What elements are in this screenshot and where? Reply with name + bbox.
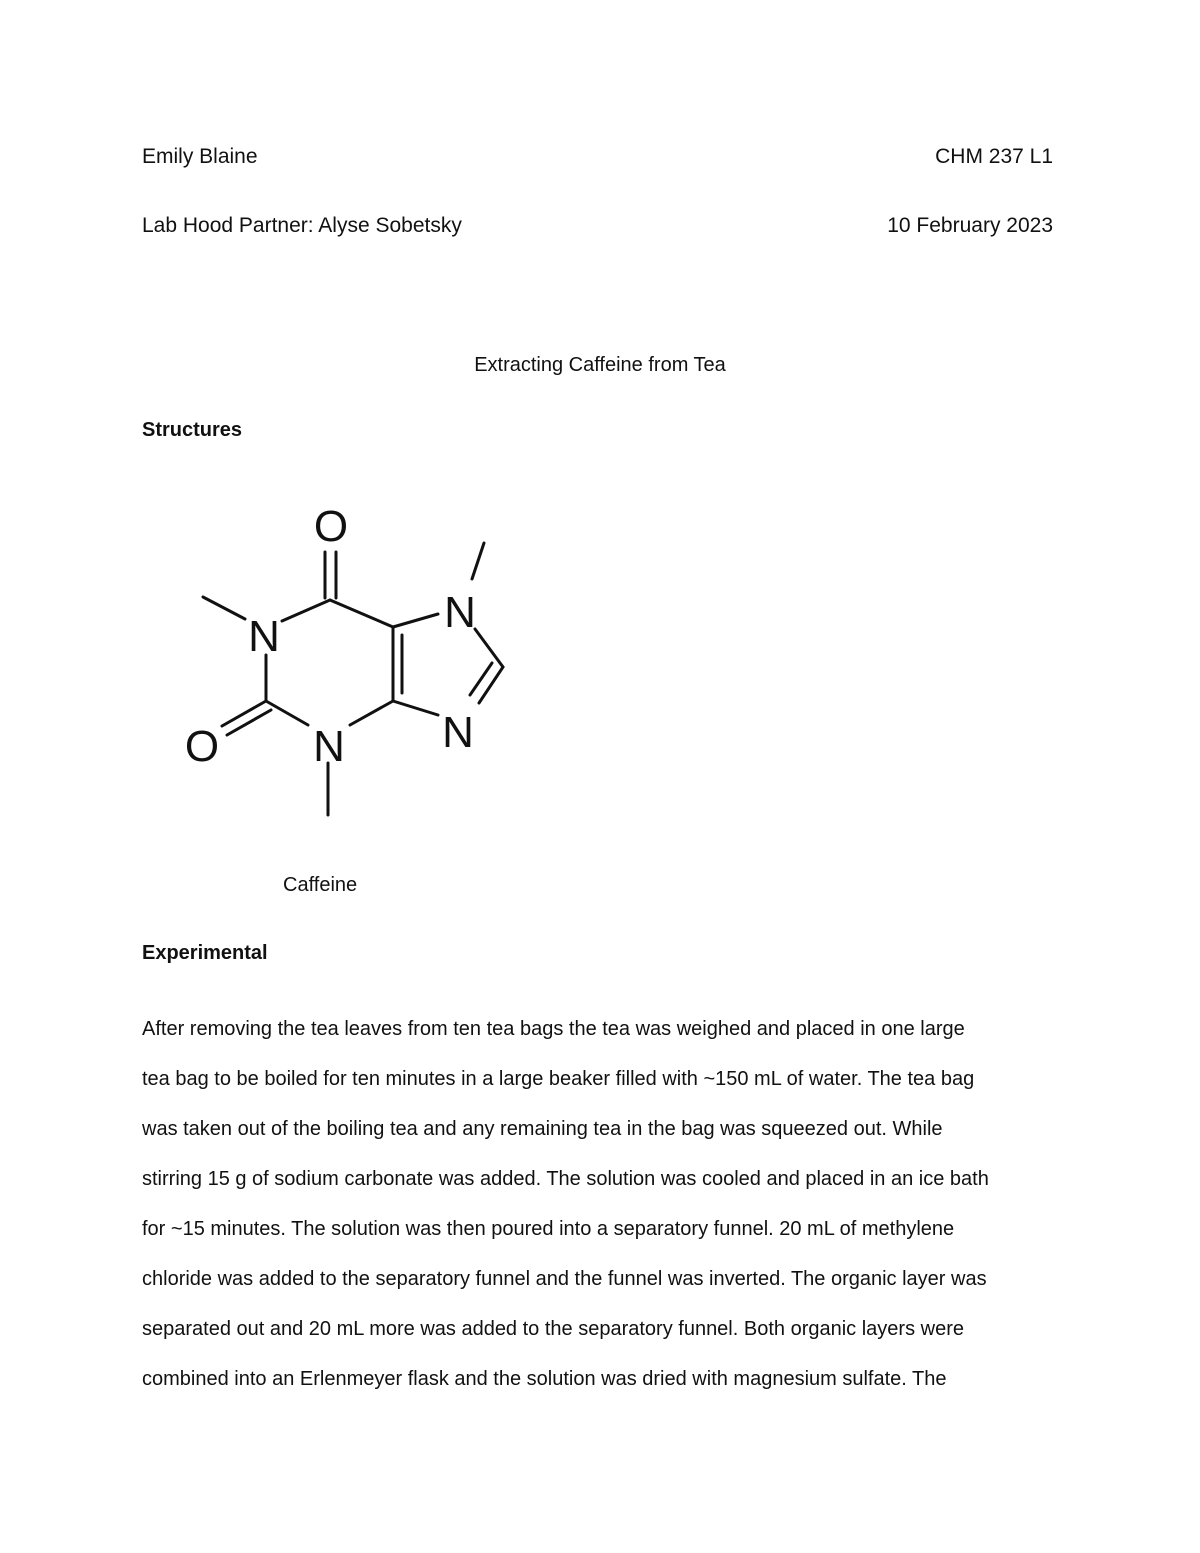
atom-o-top: O bbox=[313, 502, 349, 551]
bond-n7-c8 bbox=[475, 629, 503, 667]
structures-heading: Structures bbox=[142, 419, 243, 441]
experimental-paragraph bbox=[142, 1004, 1057, 1404]
paragraph-line: chloride was added to the separatory funnel and the funnel was inverted. The organic layer was bbox=[142, 1268, 987, 1290]
student-name: Emily Blaine bbox=[142, 145, 258, 168]
lab-partner: Lab Hood Partner: Alyse Sobetsky bbox=[142, 214, 462, 237]
bond-n3-c4 bbox=[350, 701, 393, 725]
bond-c2-o-a bbox=[222, 701, 266, 726]
atom-o-left: O bbox=[184, 722, 220, 771]
bond-c5-n7 bbox=[393, 614, 438, 627]
bond-c2-n3 bbox=[266, 701, 308, 725]
bond-c5-c6 bbox=[330, 600, 393, 627]
caffeine-structure-svg bbox=[170, 495, 530, 835]
bond-c8-n9-a bbox=[479, 667, 503, 703]
atom-n7: N bbox=[444, 588, 476, 637]
paragraph-line: stirring 15 g of sodium carbonate was added. The solution was cooled and placed in an ice bath bbox=[142, 1168, 989, 1190]
paragraph-line: After removing the tea leaves from ten tea bags the tea was weighed and placed in one large bbox=[142, 1018, 965, 1040]
paragraph-line: separated out and 20 mL more was added to the separatory funnel. Both organic layers were bbox=[142, 1318, 964, 1340]
caffeine-structure bbox=[170, 495, 530, 835]
structure-caption: Caffeine bbox=[283, 874, 358, 896]
bond-c6-n1 bbox=[282, 600, 330, 621]
atom-n9: N bbox=[442, 708, 474, 757]
experimental-heading: Experimental bbox=[142, 942, 268, 964]
course-code: CHM 237 L1 bbox=[935, 145, 1053, 168]
paragraph-line: for ~15 minutes. The solution was then poured into a separatory funnel. 20 mL of methylene bbox=[142, 1218, 955, 1240]
paragraph-line: was taken out of the boiling tea and any remaining tea in the bag was squeezed out. While bbox=[142, 1118, 943, 1140]
atom-n1: N bbox=[248, 612, 280, 661]
atom-n3: N bbox=[313, 722, 345, 771]
bond-n7-methyl bbox=[472, 543, 484, 579]
document-title: Extracting Caffeine from Tea bbox=[474, 354, 726, 376]
bond-n9-c4 bbox=[393, 701, 438, 715]
report-date: 10 February 2023 bbox=[887, 214, 1053, 237]
bond-n1-methyl bbox=[203, 597, 245, 619]
paragraph-line: tea bag to be boiled for ten minutes in a large beaker filled with ~150 mL of water. The tea bag bbox=[142, 1068, 975, 1090]
paragraph-line: combined into an Erlenmeyer flask and the solution was dried with magnesium sulfate. The bbox=[142, 1368, 947, 1390]
bond-c2-o-b bbox=[227, 710, 271, 735]
